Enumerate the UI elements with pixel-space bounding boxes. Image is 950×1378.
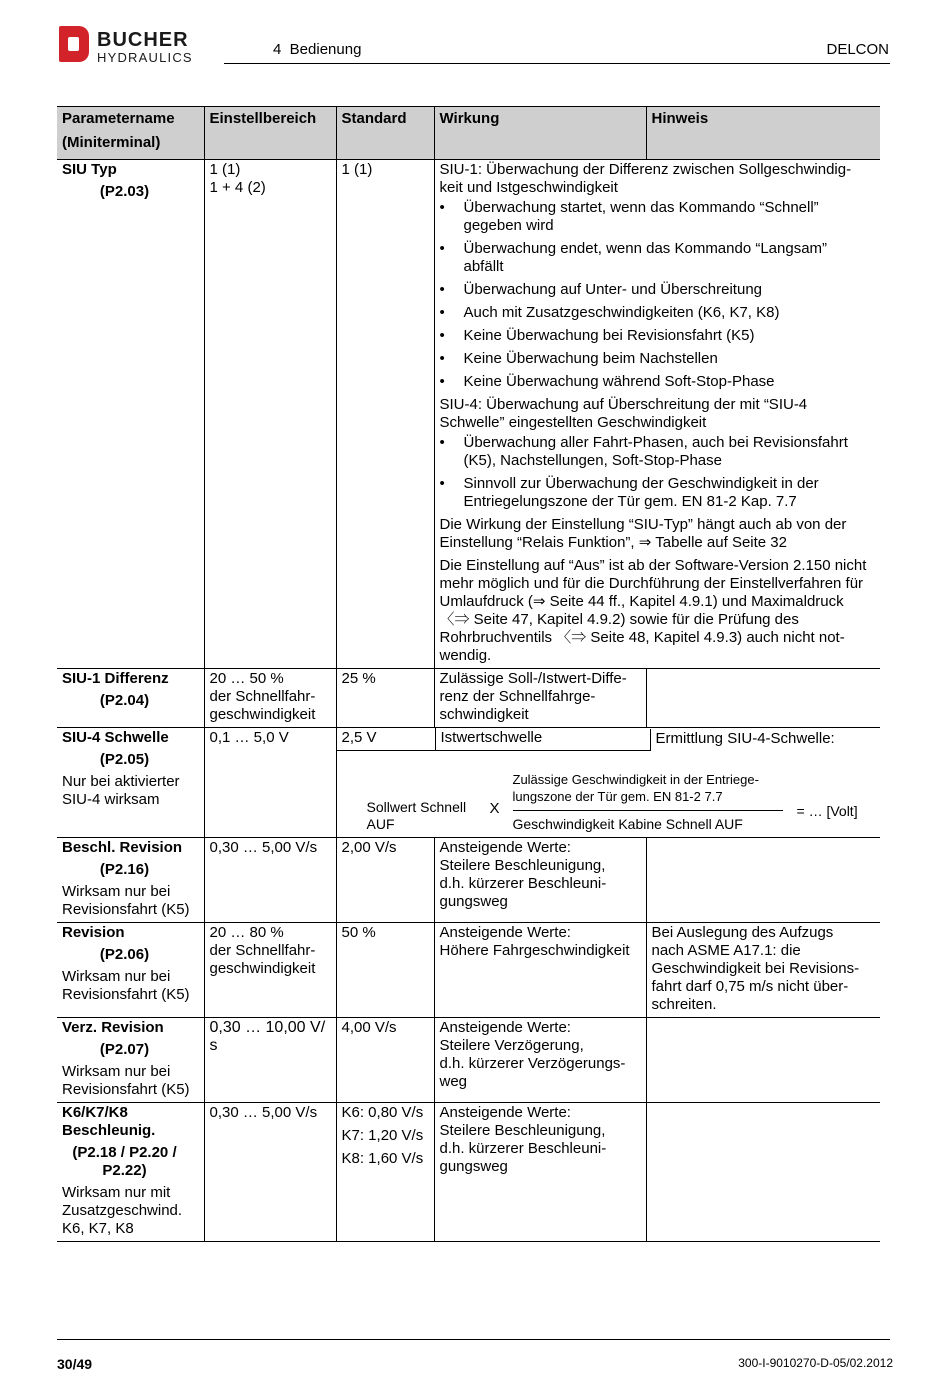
range-cell: 1 (1) 1 + 4 (2) — [204, 160, 336, 669]
list-item: • Überwachung startet, wenn das Kommando “Schnell” gegeben wird — [440, 199, 869, 235]
table-row — [57, 669, 880, 728]
effect-cell: Ansteigende Werte: Steilere Beschleunigung, d.h. kürzerer Beschleuni- gungsweg — [434, 1103, 646, 1242]
table-row — [57, 1018, 880, 1103]
siu4-threshold-formula — [337, 751, 881, 837]
effect-cell: Ansteigende Werte: Steilere Verzögerung, d.h. kürzerer Verzögerungs- weg — [434, 1018, 646, 1103]
column-header-subtitle: (Miniterminal) — [62, 134, 161, 151]
parameter-table — [57, 106, 880, 1242]
param-name-cell: SIU-1 Differenz (P2.04) — [57, 669, 204, 728]
hint-cell — [646, 1103, 880, 1242]
standard-cell: K6: 0,80 V/s K7: 1,20 V/s K8: 1,60 V/s — [336, 1103, 434, 1242]
footer-divider — [57, 1339, 890, 1340]
effect-intro-siu4: SIU-4: Überwachung auf Überschreitung der mit “SIU-4 Schwelle” eingestellten Geschwindigkeit — [439, 396, 808, 431]
effect-cell: Zulässige Soll-/Istwert-Diffe- renz der Schnellfahrge- schwindigkeit — [434, 669, 646, 728]
effect-bullet-list — [440, 199, 869, 391]
list-item: • Überwachung auf Unter- und Überschreitung — [440, 281, 869, 299]
range-cell: 20 … 80 % der Schnellfahr- geschwindigkeit — [204, 923, 336, 1018]
effect-text: Istwertschwelle — [435, 728, 648, 750]
effect-cell — [434, 160, 880, 669]
column-header-einstellbereich: Einstellbereich — [204, 107, 336, 160]
standard-cell: 50 % — [336, 923, 434, 1018]
hint-text: Ermittlung SIU-4-Schwelle: — [650, 729, 890, 751]
list-item: • Keine Überwachung während Soft-Stop-Phase — [440, 373, 869, 391]
formula-numerator: Zulässige Geschwindigkeit in der Entriege- lungszone der Tür gem. EN 81-2 7.7 — [512, 772, 759, 804]
range-cell: 0,1 … 5,0 V — [204, 728, 336, 838]
effect-note-software: Die Einstellung auf “Aus” ist ab der Software-Version 2.150 nicht mehr möglich und für die Durchführung der Einstellverfahren für Umlaufdruck (⇒ Seite 44 ff., Kapitel 4.9.1) und Maximaldruck 〈⇒ Seite 47, Kapitel 4.9.2) sowie für die Prüfung des Rohrbruchventils 〈⇒ Seite 48, Kapitel 4.9.3) auch nicht notwendig. — [439, 557, 867, 664]
list-item: • Überwachung endet, wenn das Kommando “Langsam” abfällt — [440, 240, 869, 276]
table-row — [57, 923, 880, 1018]
range-cell: 0,30 … 5,00 V/s — [204, 1103, 336, 1242]
standard-cell: 4,00 V/s — [336, 1018, 434, 1103]
param-name-cell: Revision (P2.06) Wirksam nur bei Revisionsfahrt (K5) — [57, 923, 204, 1018]
hint-cell — [646, 838, 880, 923]
table-row — [57, 1103, 880, 1242]
column-header-wirkung: Wirkung — [434, 107, 646, 160]
standard-cell: 1 (1) — [336, 160, 434, 669]
range-cell: 0,30 … 5,00 V/s — [204, 838, 336, 923]
formula-times-sign: X — [489, 800, 500, 817]
standard-value: 2,5 V — [341, 729, 377, 746]
page-number: 30/49 — [57, 1356, 93, 1372]
param-name-cell: SIU-4 Schwelle (P2.05) Nur bei aktivierter SIU-4 wirksam — [57, 728, 204, 838]
hint-cell — [646, 1018, 880, 1103]
product-name: DELCON — [826, 41, 889, 58]
effect-formula-cell — [336, 728, 880, 838]
list-item: • Überwachung aller Fahrt-Phasen, auch bei Revisionsfahrt (K5), Nachstellungen, Soft-Stop-Phase — [440, 434, 869, 470]
param-name-cell: SIU Typ (P2.03) — [57, 160, 204, 669]
range-cell: 0,30 … 10,00 V/ s — [204, 1018, 336, 1103]
range-cell: 20 … 50 % der Schnellfahr- geschwindigkeit — [204, 669, 336, 728]
standard-cell: 25 % — [336, 669, 434, 728]
chapter-heading: 4 Bedienung — [273, 41, 362, 58]
list-item: • Keine Überwachung beim Nachstellen — [440, 350, 869, 368]
column-header-standard: Standard — [336, 107, 434, 160]
document-id: 300-I-9010270-D-05/02.2012 — [738, 1356, 893, 1370]
list-item: • Keine Überwachung bei Revisionsfahrt (K5) — [440, 327, 869, 345]
formula-result: = … [Volt] — [796, 803, 858, 819]
effect-bullet-list-siu4 — [440, 434, 869, 511]
table-row — [57, 728, 880, 838]
param-name-cell: Beschl. Revision (P2.16) Wirksam nur bei Revisionsfahrt (K5) — [57, 838, 204, 923]
param-name-cell: K6/K7/K8 Beschleunig. (P2.18 / P2.20 / P2.22) Wirksam nur mit Zusatzgeschwind. K6, K7, K8 — [57, 1103, 204, 1242]
logo-brand-subtext: HYDRAULICS — [97, 50, 193, 65]
bucher-hydraulics-logo — [57, 24, 217, 68]
list-item: • Sinnvoll zur Überwachung der Geschwindigkeit in der Entriegelungszone der Tür gem. EN 81-2 Kap. 7.7 — [440, 475, 869, 511]
effect-intro: SIU-1: Überwachung der Differenz zwischen Sollgeschwindigkeit und Istgeschwindigkeit — [439, 161, 852, 196]
effect-cell: Ansteigende Werte: Höhere Fahrgeschwindigkeit — [434, 923, 646, 1018]
bucher-logo-icon — [57, 24, 91, 64]
standard-cell: 2,00 V/s — [336, 838, 434, 923]
hint-cell — [646, 669, 880, 728]
formula-fraction-bar — [513, 810, 783, 811]
effect-note-relais: Die Wirkung der Einstellung “SIU-Typ” hängt auch ab von der Einstellung “Relais Funktion”, ⇒ Tabelle auf Seite 32 — [439, 516, 847, 551]
list-item: • Auch mit Zusatzgeschwindigkeiten (K6, K7, K8) — [440, 304, 869, 322]
effect-cell: Ansteigende Werte: Steilere Beschleunigung, d.h. kürzerer Beschleuni- gungsweg — [434, 838, 646, 923]
header-divider — [224, 63, 890, 64]
table-header-row — [57, 107, 880, 160]
formula-denominator: Geschwindigkeit Kabine Schnell AUF — [512, 816, 743, 832]
table-row — [57, 160, 880, 669]
logo-brand-text: BUCHER — [97, 29, 189, 51]
param-name-cell: Verz. Revision (P2.07) Wirksam nur bei Revisionsfahrt (K5) — [57, 1018, 204, 1103]
formula-left-term: Sollwert Schnell AUF — [366, 799, 467, 832]
column-header-hinweis: Hinweis — [646, 107, 880, 160]
hint-cell: Bei Auslegung des Aufzugs nach ASME A17.1: die Geschwindigkeit bei Revisions- fahrt darf 0,75 m/s nicht über- schreiten. — [646, 923, 880, 1018]
column-header-parametername: Parametername (Miniterminal) — [57, 107, 204, 160]
table-row — [57, 838, 880, 923]
